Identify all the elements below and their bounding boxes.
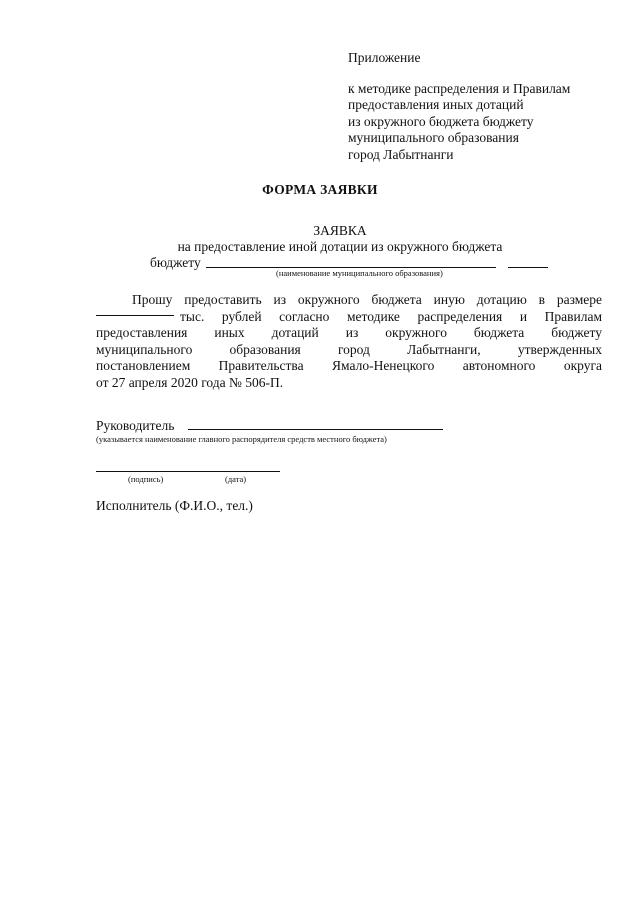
request-line: от 27 апреля 2020 года № 506-П.	[96, 374, 284, 390]
appendix-title: Приложение	[348, 50, 421, 65]
executor-label: Исполнитель (Ф.И.О., тел.)	[96, 498, 253, 513]
request-line: тыс. рублей согласно методике распределения и Правилам	[180, 308, 602, 324]
amount-blank	[96, 310, 174, 316]
appendix-line: из окружного бюджета бюджету	[348, 113, 534, 129]
request-line: постановлением Правительства Ямало-Ненецкого автономного округа	[96, 358, 602, 373]
appendix-line: к методике распределения и Правилам	[348, 80, 571, 96]
budget-line	[150, 255, 201, 271]
request-line: муниципального образования город Лабытнанги, утвержденных	[96, 341, 602, 357]
municipal-name-blank-tail	[508, 262, 548, 268]
head-hint: (указывается наименование главного распорядителя средств местного бюджета)	[96, 434, 387, 444]
appendix-block	[348, 50, 570, 163]
head-name-blank	[188, 424, 443, 430]
sign-hint: (подпись)	[128, 474, 164, 484]
date-hint: (дата)	[225, 474, 247, 484]
appendix-line: город Лабытнанги	[348, 146, 454, 162]
request-line: Прошу предоставить из окружного бюджета иную дотацию в размере	[132, 292, 602, 307]
sign-date-blank	[96, 466, 280, 472]
request-paragraph	[96, 292, 602, 391]
head-label: Руководитель	[96, 418, 175, 433]
budget-label: бюджету	[150, 255, 201, 270]
appendix-line: муниципального образования	[348, 130, 519, 145]
application-subtitle: на предоставление иной дотации из окружного бюджета	[177, 239, 503, 254]
form-title: ФОРМА ЗАЯВКИ	[262, 182, 378, 197]
application-title: ЗАЯВКА	[313, 223, 367, 238]
request-line: предоставления иных дотаций из окружного бюджета бюджету	[96, 325, 602, 340]
municipal-name-hint: (наименование муниципального образования)	[276, 268, 443, 278]
appendix-line: предоставления иных дотаций	[348, 97, 524, 112]
